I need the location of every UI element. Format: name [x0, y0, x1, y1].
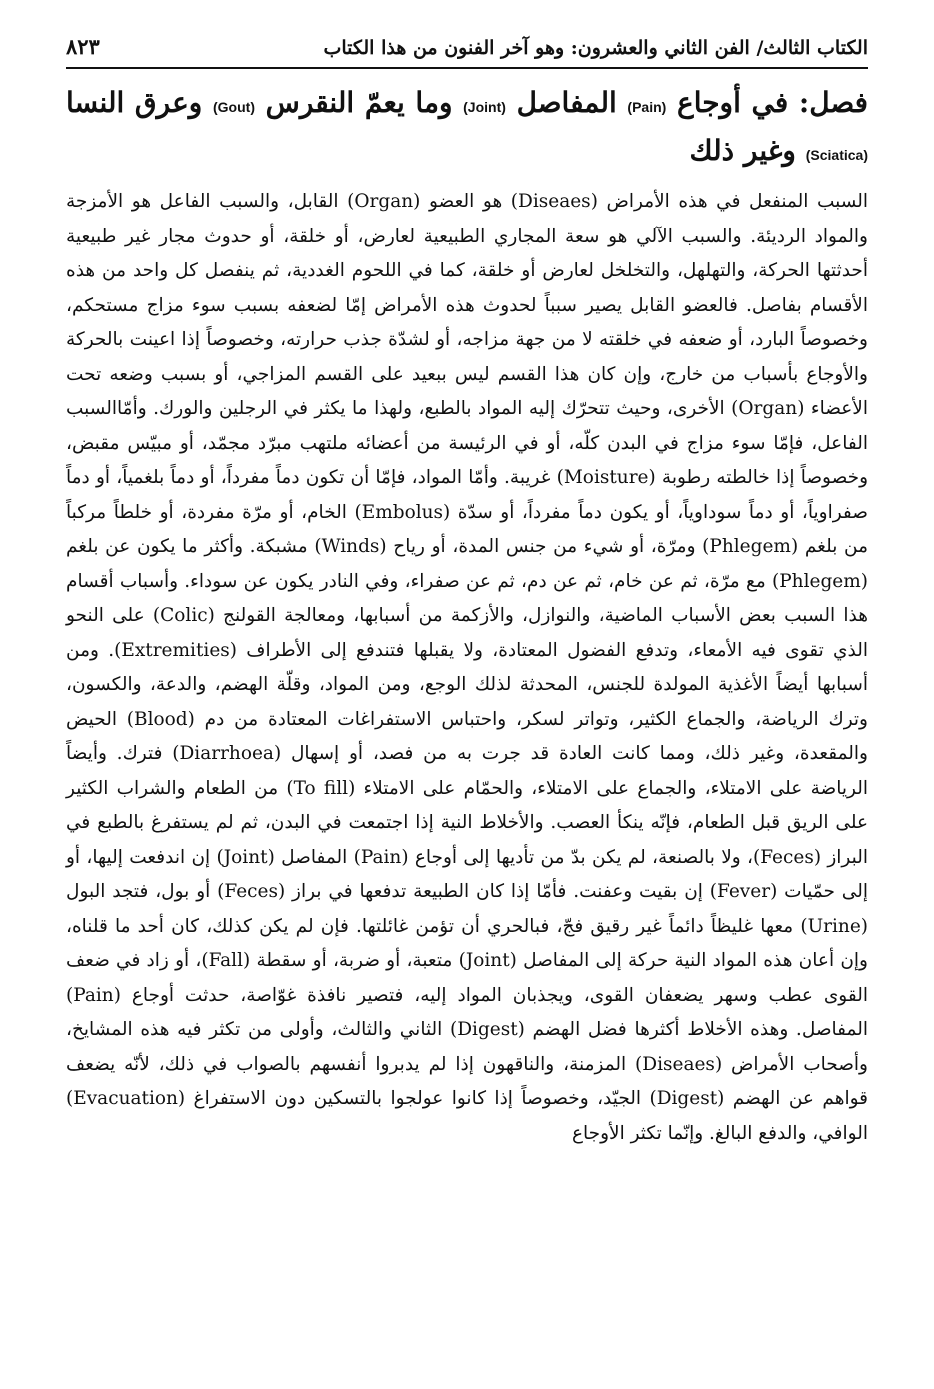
title-text: وما يعمّ النقرس	[265, 86, 453, 119]
title-term-sciatica: (Sciatica)	[805, 147, 868, 163]
running-title: الكتاب الثالث/ الفن الثاني والعشرون: وهو آخر الفنون من هذا الكتاب	[323, 37, 868, 59]
page-number: ٨٢٣	[66, 34, 100, 59]
title-term-joint: (Joint)	[463, 99, 506, 115]
title-term-gout: (Gout)	[212, 99, 255, 115]
title-text: وغير ذلك	[689, 134, 796, 167]
title-text: وعرق النسا	[66, 86, 203, 119]
title-text: المفاصل	[516, 86, 617, 119]
running-header	[66, 34, 868, 69]
body-paragraph: السبب المنفعل في هذه الأمراض (Diseaes) هو العضو (Organ) القابل، والسبب الفاعل هو الأمزجة والمواد الرديئة. والسبب الآلي هو سعة المجاري الطبيعية لعارض، أو خلقة، أو حدوث مجار غير طبيعية أحدثتها الحركة، والتهلهل، والتخلخل لعارض أو خلقة، كما في اللحوم الغددية، ثم ينفصل كل واحد من هذه الأقسام بفاصل. فالعضو القابل يصير سبباً لحدوث هذه الأمراض إمّا لضعفه بسبب سوء مزاج مستحكم، وخصوصاً البارد، أو ضعفه في خلقته لا من جهة مزاجه، أو لشدّة جذب حرارته، وخصوصاً إذا اعينت بالحركة والأوجاع بأسباب من خارج، وإن كان هذا القسم ليس ببعيد على القسم المزاجي، أو بسبب وضعه تحت الأعضاء (Organ) الأخرى، وحيث تتحرّك إليه المواد بالطبع، ولهذا ما يكثر في الرجلين والورك. وأمّاالسبب الفاعل، فإمّا سوء مزاج في البدن كلّه، أو في الرئيسة من أعضائه ملتهب مبرّد مجمّد، أو مبيّس مقبض، وخصوصاً إذا خالطته رطوبة (Moisture) غريبة. وأمّا المواد، فإمّا أن تكون دماً مفرداً، أو دماً بلغمياً، أو دماً صفراوياً، أو دماً سوداوياً، أو يكون دماً مفرداً، أو سدّة (Embolus) الخام، أو مرّة مفردة، أو خلطاً مركباً من بلغم (Phlegem) ومرّة، أو شيء من جنس المدة، أو رياح (Winds) مشبكة. وأكثر ما يكون عن بلغم (Phlegem) مع مرّة، ثم عن خام، ثم عن دم، ثم عن صفراء، وفي النادر يكون عن سوداء. وأسباب أقسام هذا السبب بعض الأسباب الماضية، والنوازل، والأزكمة من أسبابها، ومعالجة القولنج (Colic) على النحو الذي تقوى فيه الأمعاء، وتدفع الفضول المعتادة، ولا يقبلها فتندفع إلى الأطراف (Extremities). ومن أسبابها أيضاً الأغذية المولدة للجنس، المحدثة لذلك الوجع، ومن المواد، وقلّة الهضم، والدعة، والكسون، وترك الرياضة، والجماع الكثير، وتواتر لسكر، واحتباس الاستفراغات المعتادة من دم (Blood) الحيض والمقعدة، وغير ذلك، ومما كانت العادة قد جرت به من فصد، أو إسهال (Diarrhoea) فترك. وأيضاً الرياضة على الامتلاء، والجماع على الامتلاء، والحمّام على الامتلاء (To fill) من الطعام والشراب الكثير على الريق قبل الطعام، فإنّه ينكأ العصب. والأخلاط النية إذا اجتمعت في البدن، ثم لم يستفرغ بالطبع في البراز (Feces)، ولا بالصنعة، لم يكن بدّ من تأديها إلى أوجاع (Pain) المفاصل (Joint) إن اندفعت إليها، أو إلى حمّيات (Fever) إن بقيت وعفنت. فأمّا إذا كان الطبيعة تدفعها في براز (Feces) أو بول، فتجد البول (Urine) معها غليظاً دائماً غير رقيق فجّ، فبالحري أن تؤمن غائلتها. فإن لم يكن كذلك، كان أحد ما قلناه، وإن أعان هذه المواد النية حركة إلى المفاصل (Joint) متعبة، أو ضربة، أو سقطة (Fall)، أو زاد في ضعف القوى عطب وسهر يضعفان القوى، ويجذبان المواد إليه، فتصير نافذة غوّاصة، حدثت أوجاع (Pain) المفاصل. وهذه الأخلاط أكثرها فضل الهضم (Digest) الثاني والثالث، وأولى من تكثر فيه هذه المشايخ، وأصحاب الأمراض (Diseaes) المزمنة، والناقهون إذا لم يدبروا أنفسهم بالصواب في ذلك، لأنّه يضعف قواهم عن الهضم (Digest) الجيّد، وخصوصاً إذا كانوا عولجوا بالتسكين دون الاستفراغ (Evacuation) الوافي، والدفع البالغ. وإنّما تكثر الأوجاع	[66, 191, 869, 1144]
section-title	[66, 81, 868, 177]
title-term-pain: (Pain)	[627, 99, 667, 115]
title-text: فصل: في أوجاع	[677, 86, 869, 119]
